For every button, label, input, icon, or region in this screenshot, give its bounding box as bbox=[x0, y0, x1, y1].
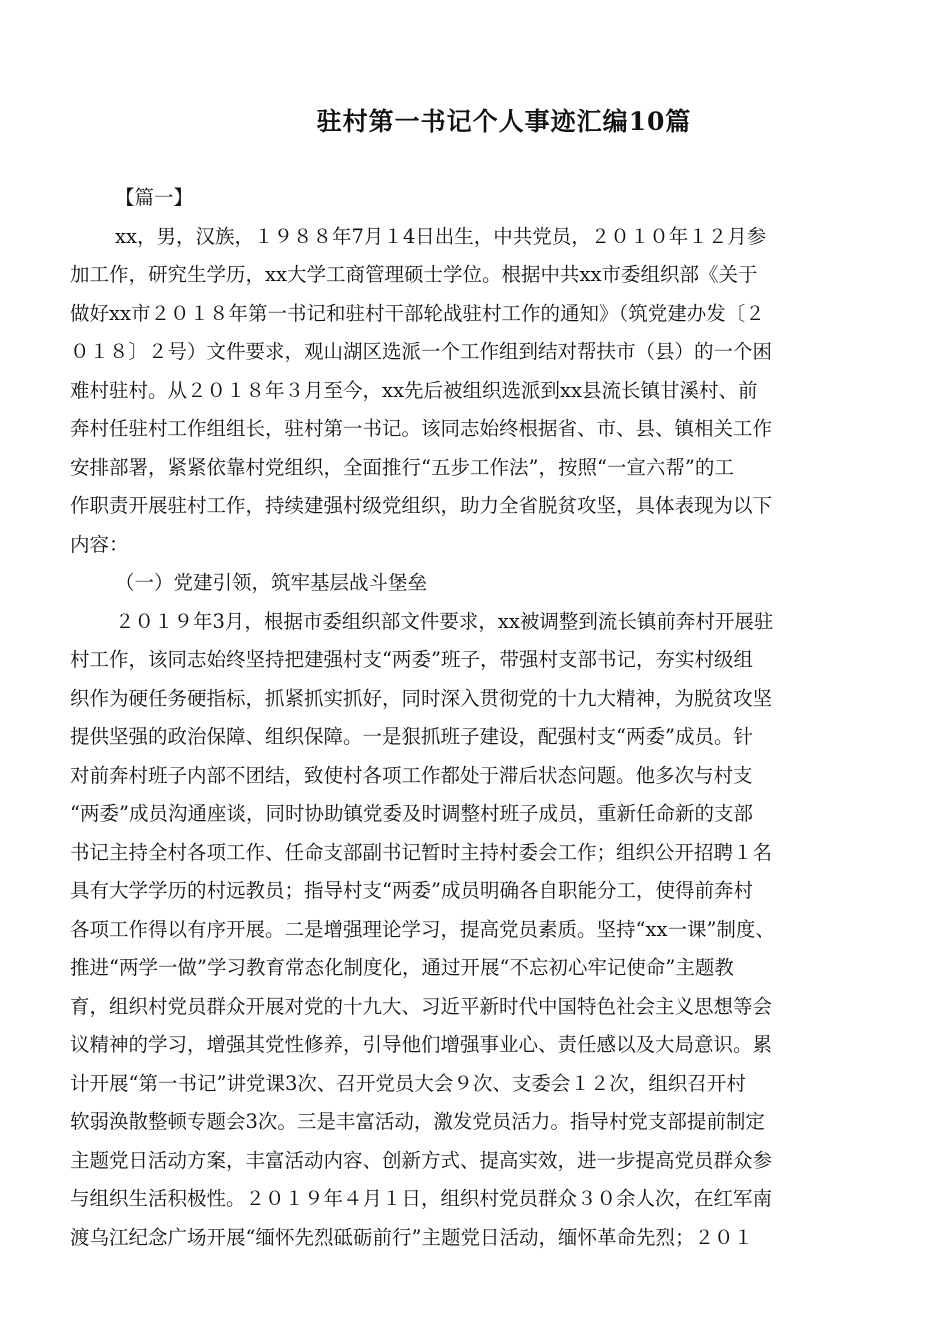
document-title: 驻村第一书记个人事迹汇编10篇 bbox=[316, 107, 692, 136]
paragraph-line: 软弱涣散整顿专题会3次。三是丰富活动，激发党员活力。指导村党支部提前制定 bbox=[70, 1110, 765, 1133]
paragraph-line: 计开展“第一书记”讲党课3次、召开党员大会９次、支委会１２次，组织召开村 bbox=[70, 1071, 746, 1095]
paragraph-line: （一）党建引领，筑牢基层战斗堡垒 bbox=[115, 571, 428, 594]
paragraph-line: 村工作，该同志始终坚持把建强村支“两委”班子，带强村支部书记，夯实村级组 bbox=[70, 648, 753, 671]
paragraph-line: 议精神的学习，增强其党性修养，引导他们增强事业心、责任感以及大局意识。累 bbox=[70, 1033, 773, 1056]
paragraph-line: 提供坚强的政治保障、组织保障。一是狠抓班子建设，配强村支“两委”成员。针 bbox=[70, 725, 753, 748]
paragraph-line: “两委”成员沟通座谈，同时协助镇党委及时调整村班子成员，重新任命新的支部 bbox=[70, 802, 753, 825]
paragraph-line: ０１８〕２号）文件要求，观山湖区选派一个工作组到结对帮扶市（县）的一个困 bbox=[70, 340, 773, 363]
paragraph-line: 难村驻村。从２０１８年３月至今，xx先后被组织选派到xx县流长镇甘溪村、前 bbox=[70, 378, 758, 402]
paragraph-line: 主题党日活动方案，丰富活动内容、创新方式、提高实效，进一步提高党员群众参 bbox=[70, 1148, 773, 1172]
paragraph-line: 奔村任驻村工作组组长，驻村第一书记。该同志始终根据省、市、县、镇相关工作 bbox=[70, 417, 773, 440]
paragraph-line: 做好xx市２０１８年第一书记和驻村干部轮战驻村工作的通知》（筑党建办发〔２ bbox=[70, 301, 765, 325]
paragraph-line: 各项工作得以有序开展。二是增强理论学习，提高党员素质。坚持“xx一课”制度、 bbox=[70, 917, 775, 941]
paragraph-line: ２０１９年3月，根据市委组织部文件要求，xx被调整到流长镇前奔村开展驻 bbox=[115, 609, 774, 633]
paragraph-line: 织作为硬任务硬指标，抓紧抓实抓好，同时深入贯彻党的十九大精神，为脱贫攻坚 bbox=[70, 686, 773, 710]
paragraph-line: 推进“两学一做”学习教育常态化制度化，通过开展“不忘初心牢记使命”主题教 bbox=[70, 956, 734, 979]
paragraph-line: 与组织生活积极性。２０１９年４月１日，组织村党员群众３０余人次，在红军南 bbox=[70, 1187, 773, 1210]
paragraph-line: 内容： bbox=[70, 532, 129, 556]
paragraph-line: 渡乌江纪念广场开展“缅怀先烈砥砺前行”主题党日活动，缅怀革命先烈；２０１ bbox=[70, 1225, 753, 1249]
paragraph-line: xx，男，汉族，１９８８年7月１4日出生，中共党员，２０１０年１２月参 bbox=[115, 224, 767, 248]
document-body bbox=[70, 179, 900, 1257]
paragraph-line: 对前奔村班子内部不团结，致使村各项工作都处于滞后状态问题。他多次与村支 bbox=[70, 763, 753, 787]
paragraph-line: 具有大学学历的村远教员；指导村支“两委”成员明确各自职能分工，使得前奔村 bbox=[70, 879, 753, 902]
paragraph-line: 育，组织村党员群众开展对党的十九大、习近平新时代中国特色社会主义思想等会 bbox=[70, 994, 773, 1018]
paragraph-line: 书记主持全村各项工作、任命支部副书记暂时主持村委会工作；组织公开招聘１名 bbox=[70, 840, 773, 864]
paragraph-line: 安排部署，紧紧依靠村党组织，全面推行“五步工作法”，按照“一宣六帮”的工 bbox=[70, 455, 734, 479]
paragraph-line: 作职责开展驻村工作，持续建强村级党组织，助力全省脱贫攻坚，具体表现为以下 bbox=[70, 494, 773, 517]
paragraph-line: 加工作，研究生学历，xx大学工商管理硕士学位。根据中共xx市委组织部《关于 bbox=[70, 263, 758, 286]
section-heading: 【篇一】 bbox=[115, 186, 194, 209]
